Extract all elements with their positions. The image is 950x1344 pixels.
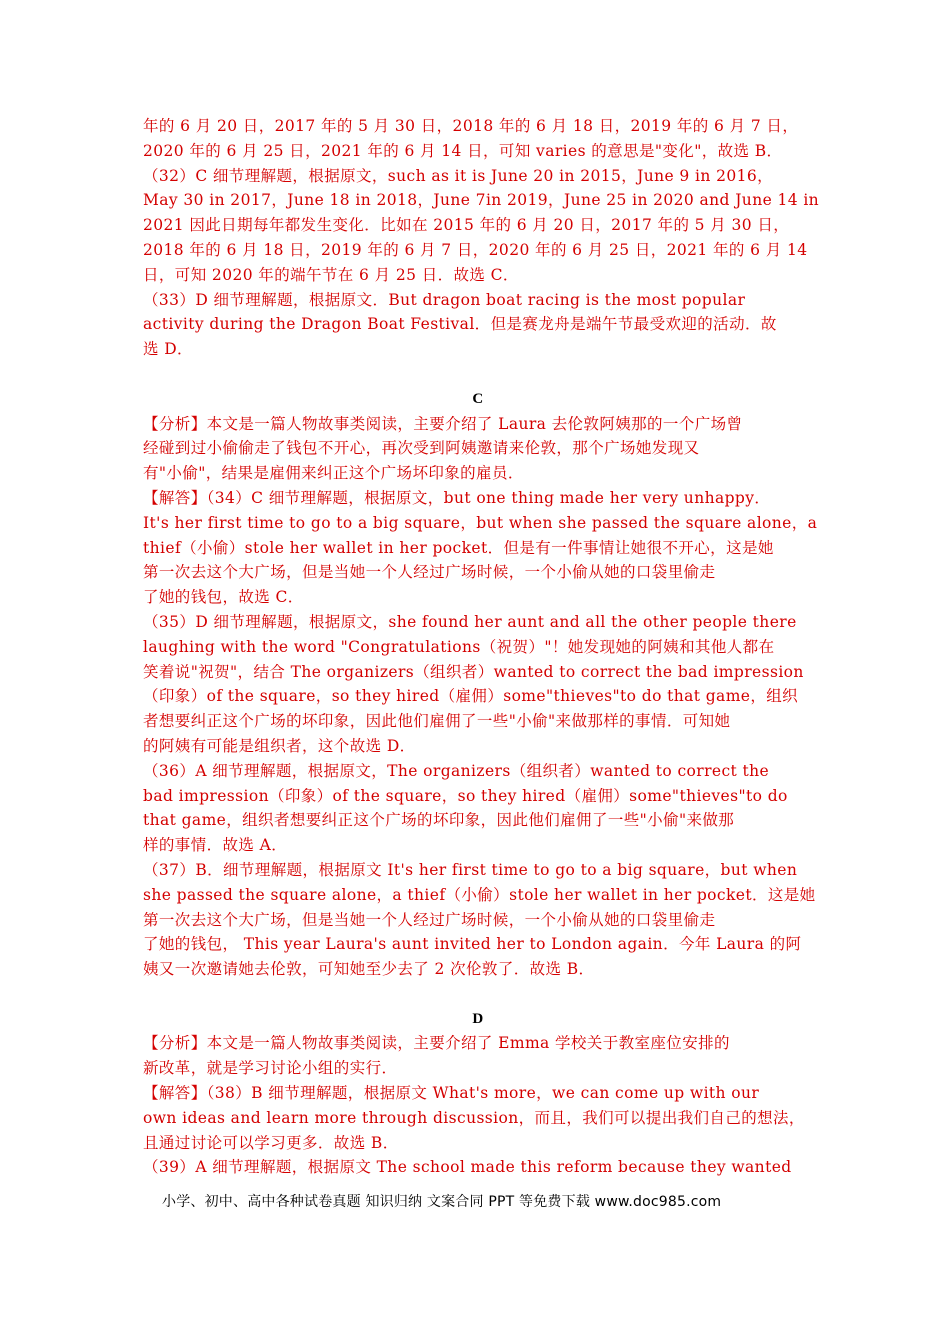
text-line: May 30 in 2017，June 18 in 2018，June 7in 2019，June 25 in 2020 and June 14 in xyxy=(143,191,820,210)
section-d-body xyxy=(143,1031,813,1180)
text-line: 样的事情．故选 A． xyxy=(143,836,288,855)
text-line: （36）A 细节理解题，根据原文，The organizers（组织者）wanted to correct the xyxy=(143,761,770,780)
text-line: 经碰到过小偷偷走了钱包不开心，再次受到阿姨邀请来伦敦，那个广场她发现又 xyxy=(143,439,700,458)
text-line: 者想要纠正这个广场的坏印象，因此他们雇佣了一些"小偷"来做那样的事情．可知她 xyxy=(143,712,731,731)
text-line: （33）D 细节理解题，根据原文．But dragon boat racing is the most popular xyxy=(143,290,746,309)
text-line: It's her first time to go to a big square，but when she passed the square alone，a xyxy=(143,513,818,532)
text-line: 2021 因此日期每年都发生变化．比如在 2015 年的 6 月 20 日，2017 年的 5 月 30 日， xyxy=(143,216,790,235)
text-line: 【解答】（38）B 细节理解题，根据原文 What's more，we can come up with our xyxy=(143,1084,760,1103)
text-line: 【解答】（34）C 细节理解题，根据原文，but one thing made her very unhappy． xyxy=(143,488,771,507)
text-line: （印象）of the square，so they hired（雇佣）some"thieves"to do that game，组织 xyxy=(143,687,799,706)
text-line: 新改革，就是学习讨论小组的实行． xyxy=(143,1059,398,1078)
text-line: 日，可知 2020 年的端午节在 6 月 25 日．故选 C． xyxy=(143,265,519,284)
text-line: 【分析】本文是一篇人物故事类阅读，主要介绍了 Emma 学校关于教室座位安排的 xyxy=(143,1034,730,1053)
text-line: 年的 6 月 20 日，2017 年的 5 月 30 日，2018 年的 6 月 18 日，2019 年的 6 月 7 日， xyxy=(143,117,799,135)
text-line: （35）D 细节理解题，根据原文，she found her aunt and all the other people there xyxy=(143,612,797,631)
section-b-tail xyxy=(143,114,820,362)
text-line: 第一次去这个大广场，但是当她一个人经过广场时候，一个小偷从她的口袋里偷走 xyxy=(143,910,716,929)
page-footer: 小学、初中、高中各种试卷真题 知识归纳 文案合同 PPT 等免费下载 www.doc985.com xyxy=(162,1194,722,1210)
text-line: （39）A 细节理解题，根据原文 The school made this reform because they wanted xyxy=(143,1158,792,1177)
text-line: 笑着说"祝贺"，结合 The organizers（组织者）wanted to correct the bad impression xyxy=(143,662,804,681)
text-line: she passed the square alone，a thief（小偷）stole her wallet in her pocket．这是她 xyxy=(143,885,816,904)
text-line: own ideas and learn more through discussion，而且，我们可以提出我们自己的想法， xyxy=(143,1108,805,1127)
text-line: bad impression（印象）of the square，so they hired（雇佣）some"thieves"to do xyxy=(143,786,788,805)
text-line: 第一次去这个大广场，但是当她一个人经过广场时候，一个小偷从她的口袋里偷走 xyxy=(143,563,716,582)
text-line: 【分析】本文是一篇人物故事类阅读，主要介绍了 Laura 去伦敦阿姨那的一个广场曾 xyxy=(143,414,743,433)
section-c-heading: C xyxy=(472,390,484,407)
section-d-heading: D xyxy=(472,1010,484,1027)
text-line: 有"小偷"，结果是雇佣来纠正这个广场坏印象的雇员． xyxy=(143,464,524,483)
text-line: thief（小偷）stole her wallet in her pocket．但是有一件事情让她很不开心，这是她 xyxy=(143,538,774,557)
text-line: 2018 年的 6 月 18 日，2019 年的 6 月 7 日，2020 年的 6 月 25 日，2021 年的 6 月 14 xyxy=(143,240,808,259)
text-line: （37）B．细节理解题，根据原文 It's her first time to go to a big square，but when xyxy=(143,860,798,879)
spacer xyxy=(143,982,813,1007)
text-line: 选 D． xyxy=(143,340,193,359)
text-line: that game，组织者想要纠正这个广场的坏印象，因此他们雇佣了一些"小偷"来做那 xyxy=(143,811,735,830)
text-line: 了她的钱包， This year Laura's aunt invited her to London again．今年 Laura 的阿 xyxy=(143,935,802,954)
text-line: 的阿姨有可能是组织者，这个故选 D． xyxy=(143,736,416,755)
section-c-body xyxy=(143,412,818,982)
text-line: 且通过讨论可以学习更多．故选 B． xyxy=(143,1133,399,1152)
text-line: 了她的钱包，故选 C． xyxy=(143,588,304,607)
text-line: 姨又一次邀请她去伦敦，可知她至少去了 2 次伦敦了．故选 B． xyxy=(143,960,595,979)
text-line: laughing with the word "Congratulations（祝贺）"！她发现她的阿姨和其他人都在 xyxy=(143,637,775,656)
text-line: 2020 年的 6 月 25 日，2021 年的 6 月 14 日，可知 varies 的意思是"变化"，故选 B． xyxy=(143,141,783,160)
answer-page xyxy=(143,114,820,1180)
text-line: activity during the Dragon Boat Festival．但是赛龙舟是端午节最受欢迎的活动．故 xyxy=(143,315,777,334)
text-line: （32）C 细节理解题，根据原文，such as it is June 20 in 2015，June 9 in 2016， xyxy=(143,166,774,185)
spacer xyxy=(143,362,813,387)
